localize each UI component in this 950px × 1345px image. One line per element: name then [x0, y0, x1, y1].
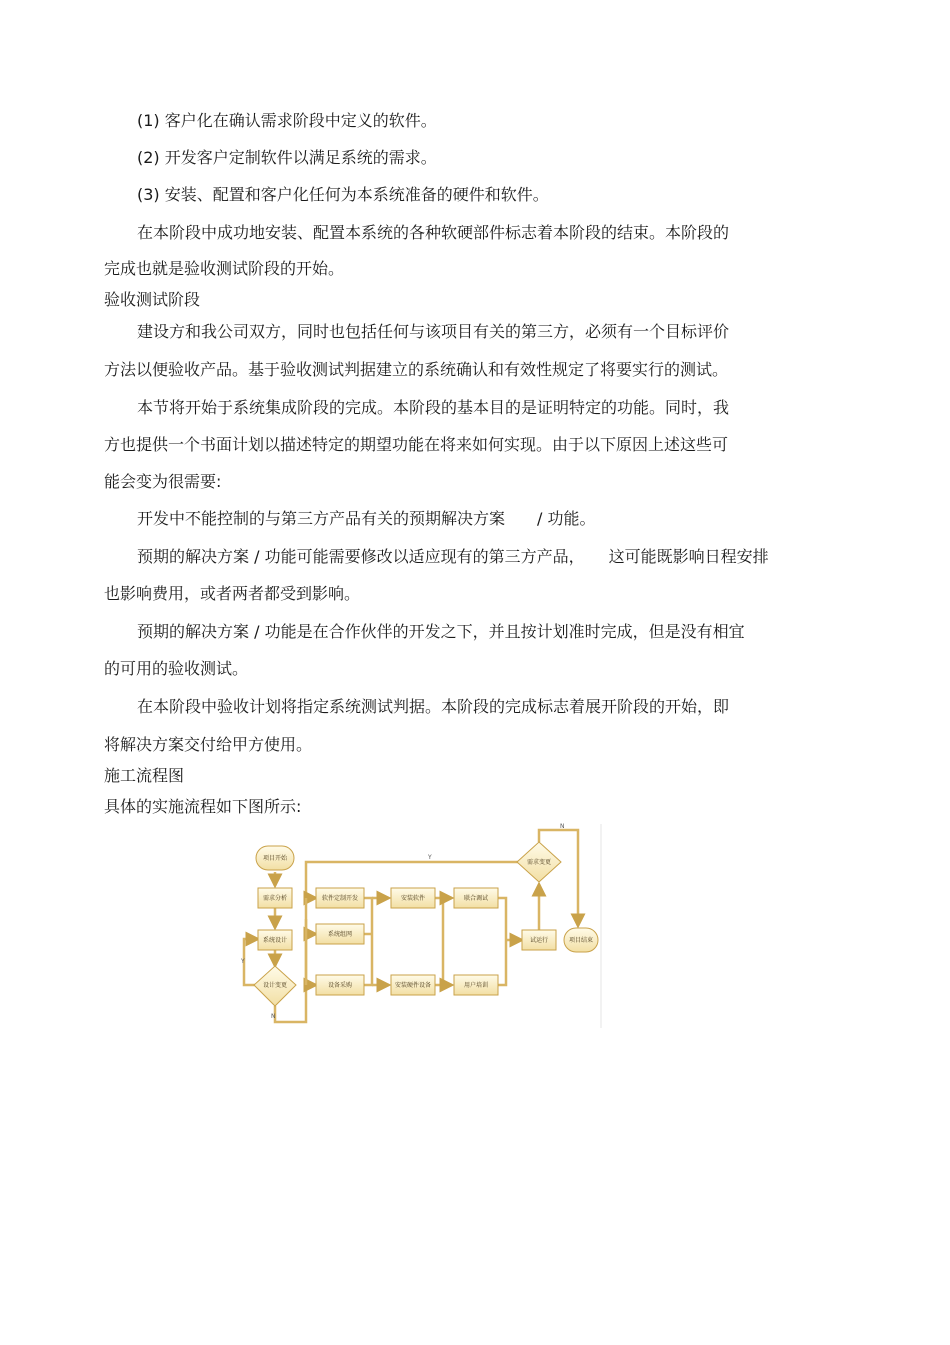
node-dev: 软件定制开发: [321, 895, 359, 902]
construction-flowchart: [240, 822, 602, 1030]
node-analysis: 需求分析: [262, 895, 288, 902]
paragraph-line: 也影响费用，或者两者都受到影响。: [104, 584, 361, 603]
list-item-2: (2) 开发客户定制软件以满足系统的需求。: [137, 148, 437, 167]
paragraph-line: 方法以便验收产品。基于验收测试判据建立的系统确认和有效性规定了将要实行的测试。: [104, 360, 729, 379]
paragraph-line: 建设方和我公司双方，同时也包括任何与该项目有关的第三方，必须有一个目标评价: [137, 322, 730, 341]
node-install-sw: 安装软件: [400, 895, 426, 902]
paragraph-line: 的可用的验收测试。: [104, 659, 249, 678]
paragraph-line: 预期的解决方案 / 功能是在合作伙伴的开发之下，并且按计划准时完成，但是没有相宜: [137, 622, 745, 641]
label-no-top: N: [560, 823, 565, 830]
paragraph-line: 预期的解决方案 / 功能可能需要修改以适应现有的第三方产品， 这可能既影响日程安排: [137, 547, 769, 566]
paragraph-line: 方也提供一个书面计划以描述特定的期望功能在将来如何实现。由于以下原因上述这些可: [104, 435, 729, 454]
section-heading-flowchart: 施工流程图: [104, 766, 185, 785]
paragraph-line: 能会变为很需要:: [104, 472, 222, 491]
node-training: 用户培训: [463, 982, 489, 989]
node-design-change: 设计变更: [262, 982, 288, 989]
node-trial: 试运行: [529, 937, 549, 944]
paragraph-line: 在本阶段中成功地安装、配置本系统的各种软硬部件标志着本阶段的结束。本阶段的: [137, 223, 730, 242]
node-procure: 设备采购: [327, 982, 353, 989]
node-req-change: 需求变更: [526, 859, 552, 866]
paragraph-line: 本节将开始于系统集成阶段的完成。本阶段的基本目的是证明特定的功能。同时，我: [137, 398, 730, 417]
paragraph-line: 完成也就是验收测试阶段的开始。: [104, 259, 345, 278]
section-heading-acceptance: 验收测试阶段: [104, 290, 201, 309]
label-no-bottom: N: [271, 1013, 276, 1020]
paragraph-line: 具体的实施流程如下图所示:: [104, 797, 302, 816]
label-yes-left: Y: [241, 958, 245, 965]
label-yes-top: Y: [428, 854, 432, 861]
list-item-3: (3) 安装、配置和客户化任何为本系统准备的硬件和软件。: [137, 185, 549, 204]
paragraph-line: 在本阶段中验收计划将指定系统测试判据。本阶段的完成标志着展开阶段的开始，即: [137, 697, 730, 716]
paragraph-line: 将解决方案交付给甲方使用。: [104, 735, 313, 754]
paragraph-line: 开发中不能控制的与第三方产品有关的预期解决方案 / 功能。: [137, 509, 596, 528]
node-start: 项目开始: [262, 855, 288, 862]
node-end: 项目结束: [568, 937, 594, 944]
node-design: 系统设计: [262, 937, 288, 944]
node-network: 系统组网: [327, 931, 353, 938]
node-install-hw: 安装硬件设备: [394, 982, 432, 989]
node-integration: 联合调试: [463, 895, 489, 902]
list-item-1: (1) 客户化在确认需求阶段中定义的软件。: [137, 111, 437, 130]
